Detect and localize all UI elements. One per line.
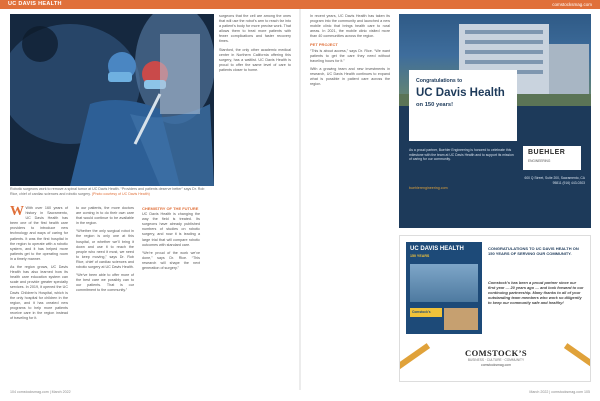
comstocks-tagline: BUSINESS · CULTURE · COMMUNITY xyxy=(467,358,525,362)
section-subhead: CHEMISTRY OF THE FUTURE xyxy=(142,206,199,211)
pet-project-subhead: PET PROJECT xyxy=(310,42,338,48)
congrats-subline: on 150 years! xyxy=(416,102,454,108)
article-paragraph: As the region grows, UC Davis Health has also learned how its health care education system can scale and provide greater specialty services. In 2019, it opened the UC Davis Children’s Hospital, which is the only hospital for children in the region, and it has created new programs to help more patients receive care in the region instead of traveling for it. xyxy=(10,265,68,320)
article-paragraph: In recent years, UC Davis Health has taken its program into the community and launched a new mobile clinic that brings health care to rural areas. In 2021, the mobile clinic visited more than 40 communities across the region. xyxy=(310,14,390,39)
drop-cap: W xyxy=(10,204,24,219)
uc-davis-cover xyxy=(406,242,482,334)
ad-link[interactable]: buehlerengineering.com xyxy=(409,186,448,190)
caption-source: (Photo courtesy of UC Davis Health) xyxy=(91,192,150,196)
ad-quote: Comstock’s has been a proud partner since our first year — 20 years ago — and look forward to our continuing partnership. Many thanks to all of your outstanding team members who work so diligently to keep our community safe and healthy! xyxy=(488,280,584,306)
cover-photo xyxy=(410,264,478,302)
article-paragraph: “This is about access,” says Dr. Rice. “We want patients to get the care they need without traveling hours for it.” xyxy=(310,48,390,63)
article-paragraph: UC Davis Health is changing the way the field is treated. Its surgeons have already published numbers of studies on robotic surgery, and now it is leading a large trial that will compare robotic outcomes with standard care. xyxy=(142,212,200,247)
article-paragraph xyxy=(10,206,68,262)
congrats-headline: UC Davis Health xyxy=(416,87,505,99)
company-tag: ENGINEERING xyxy=(528,159,551,163)
cover-badge xyxy=(410,308,442,317)
article-column-1 xyxy=(10,206,68,324)
footer-left: 104 comstocksmag.com | March 2022 xyxy=(10,390,71,394)
company-name: BUEHLER xyxy=(528,149,566,156)
cover-subbrand: 150 YEARS xyxy=(410,254,430,258)
surgery-scene-illustration xyxy=(10,14,214,186)
congratulations-box xyxy=(409,70,517,141)
buehler-advertisement[interactable] xyxy=(399,14,591,228)
footer-right: March 2022 | comstocksmag.com 105 xyxy=(529,390,590,394)
article-paragraph: Stanford, the only other academic medical center in Northern California offering this surgery, has a waitlist. UC Davis Health is proud to offer the same level of care to patients closer to home. xyxy=(219,47,291,72)
ad-headline: CONGRATULATIONS TO UC DAVIS HEALTH ON 150 YEARS OF SERVING OUR COMMUNITY. xyxy=(488,246,579,256)
cover-photo-small xyxy=(444,308,478,330)
comstocks-advertisement[interactable] xyxy=(399,235,591,382)
caption-text: Robotic surgeons work to remove a spinal tumor at UC Davis Health. “Providers and patients deserve better” says Dr. Rob Rice, chief of cardiac sciences and robotic surgery. xyxy=(10,187,205,196)
paragraph-text: With over 160 years of history in Sacramento, UC Davis Health has been one of the first health care providers to introduce new technology and ways of caring for patients. It was the first hospital in the region to operate with a robotic system, and it has helped more patients get to the operating room in a timely manner. xyxy=(10,206,68,261)
comstocks-logo: COMSTOCK’S xyxy=(465,348,527,358)
surgery-photo xyxy=(10,14,214,186)
ad-body-text: As a proud partner, Buehler Engineering is honored to celebrate this milestone with the team at UC Davis Health and to support its mission of caring for our community. xyxy=(409,148,514,162)
section-title: UC DAVIS HEALTH xyxy=(8,1,62,7)
congrats-line: Congratulations to xyxy=(416,78,463,84)
company-address: 600 Q Street, Suite 200, Sacramento, CA 95811 (916) 443-0303 xyxy=(524,176,585,185)
article-column-3 xyxy=(142,206,200,274)
article-paragraph: “We’re proud of the work we’ve done,” says Dr. Rice. “This research will shape the next generation of surgery.” xyxy=(142,250,200,271)
cover-badge-text: Comstock’s xyxy=(412,310,431,314)
buehler-logo xyxy=(523,146,581,170)
article-paragraph: With a growing team and new investments in research, UC Davis Health continues to expand what is possible in patient care across the region. xyxy=(310,66,390,87)
section-header-bar xyxy=(0,0,600,9)
article-column-5 xyxy=(310,14,390,90)
article-column-2 xyxy=(76,206,134,297)
page-gutter xyxy=(299,9,301,390)
cover-brand: UC DAVIS HEALTH xyxy=(410,246,464,252)
photo-caption xyxy=(10,187,210,197)
article-paragraph: to our patients, the more doctors are coming in to do their own care that would continue to be available in the region. xyxy=(76,206,134,226)
comstocks-url[interactable]: comstocksmag.com xyxy=(481,363,511,367)
article-paragraph: surgeons that the cell are among the ones that will use the robot’s arm to reach far into a patient’s body for more precise work. That allows them to treat more patients with fewer complications and faster recovery times. xyxy=(219,14,291,44)
site-url: comstocksmag.com xyxy=(552,1,592,7)
article-paragraph: “Whether the only surgical robot in the region is only one at this hospital, or whether we’ll bring it down and use it to reach the people who need it most, we need to keep moving,” says Dr. Rob Rice, chief of cardiac sciences and robotic surgery at UC Davis Health. xyxy=(76,229,134,270)
article-column-4 xyxy=(219,14,291,76)
article-paragraph: “We’ve been able to offer more of the best care we possibly can to our patients. That is our commitment to the community.” xyxy=(76,273,134,293)
